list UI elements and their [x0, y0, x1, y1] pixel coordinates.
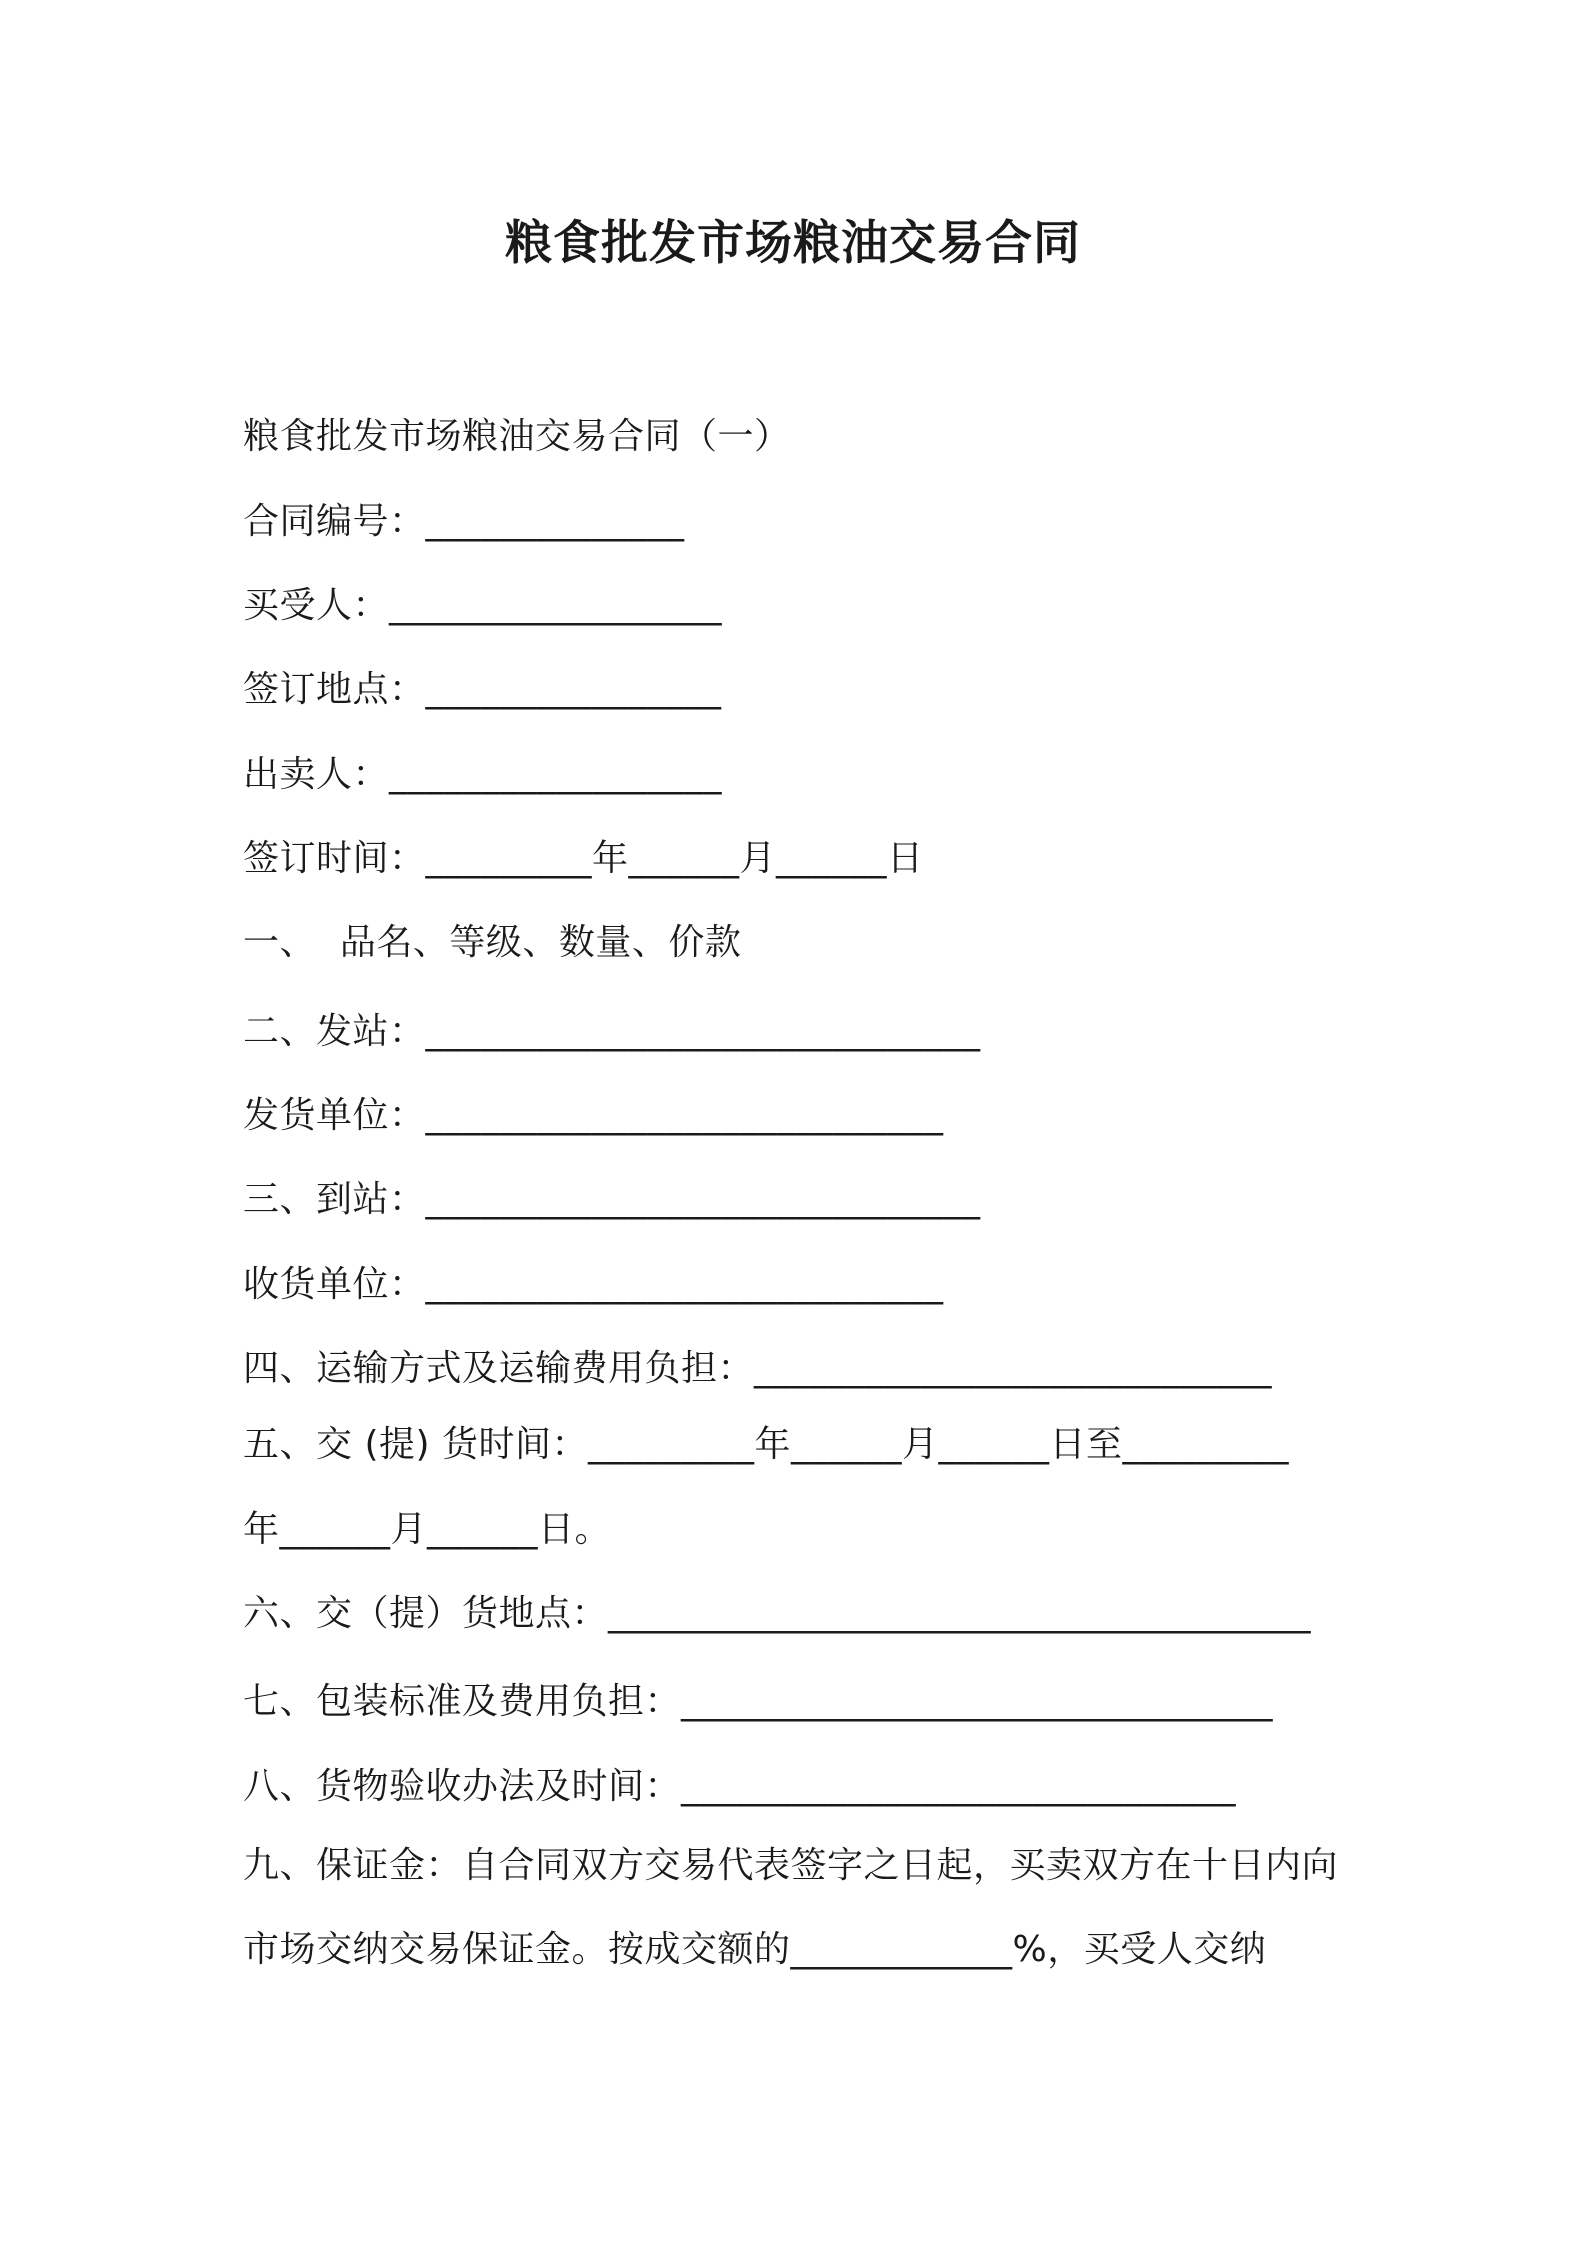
clause-3-arrival-station: 三、到站：______________________________ — [243, 1179, 981, 1220]
clause-9-deposit: 九、保证金：自合同双方交易代表签字之日起，买卖双方在十日内向 — [243, 1845, 1339, 1886]
seller-line: 出卖人：__________________ — [243, 754, 723, 795]
clause-1-heading: 一、 品名、等级、数量、价款 — [243, 922, 742, 963]
clause-6-delivery-place: 六、交（提）货地点：______________________________________ — [243, 1593, 1312, 1634]
shipping-unit-line: 发货单位：____________________________ — [243, 1095, 944, 1136]
contract-number-line: 合同编号：______________ — [243, 501, 685, 542]
clause-2-departure-station: 二、发站：______________________________ — [243, 1011, 981, 1052]
document-title: 粮食批发市场粮油交易合同 — [505, 216, 1081, 271]
signing-date-line: 签订时间：_________年______月______日 — [243, 838, 924, 879]
clause-5-delivery-time: 五、交 (提) 货时间：_________年______月______日至_________ — [243, 1424, 1289, 1465]
buyer-line: 买受人：__________________ — [243, 585, 723, 626]
clause-9-deposit-cont: 市场交纳交易保证金。按成交额的____________%，买受人交纳 — [243, 1929, 1267, 1970]
clause-7-packaging: 七、包装标准及费用负担：________________________________ — [243, 1681, 1274, 1722]
signing-place-line: 签订地点：________________ — [243, 669, 722, 710]
clause-8-acceptance: 八、货物验收办法及时间：______________________________ — [243, 1766, 1237, 1807]
clause-5-delivery-time-cont: 年______月______日。 — [243, 1509, 612, 1550]
receiving-unit-line: 收货单位：____________________________ — [243, 1264, 944, 1305]
contract-subtitle: 粮食批发市场粮油交易合同（一） — [243, 416, 791, 457]
clause-4-transport: 四、运输方式及运输费用负担：____________________________ — [243, 1348, 1273, 1389]
